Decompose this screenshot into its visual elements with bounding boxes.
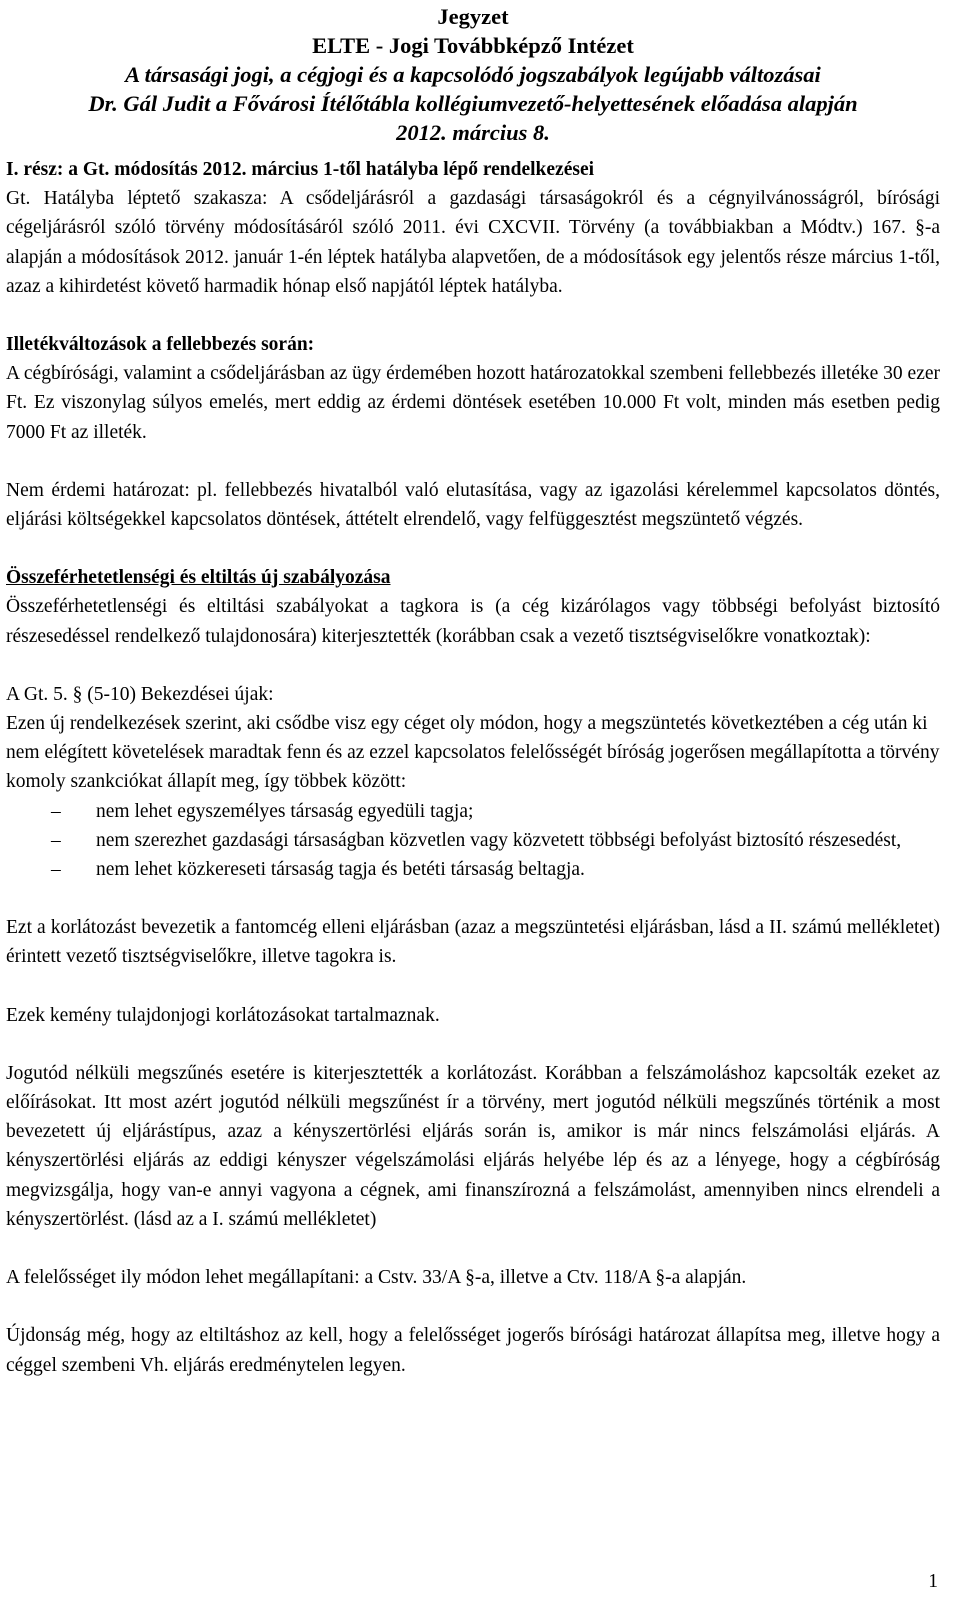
- dash-marker: –: [51, 859, 61, 881]
- paragraph-fantomceg: Ezt a korlátozást bevezetik a fantomcég elleni eljárásban (azaz a megszüntetési eljárásban, lásd a II. számú mellékletet) érintett vezető tisztségviselőkre, illetve tagokra is.: [6, 917, 940, 968]
- doc-date: 2012. március 8.: [396, 120, 550, 145]
- section1-body: Gt. Hatályba léptető szakasza: A csődeljárásról a gazdasági társaságokról és a cégnyilvánosságról, bírósági cégeljárásról szóló törvény módosításáról szóló 2011. évi CXCVII. Törvény (a továbbiakban a Módtv.) 167. §-a alapján a módosítások 2012. január 1-én léptek hatályba alapvetően, de a módosítások egy jelentős része március 1-től, azaz a kihirdetést követő harmadik hónap első napjától léptek hatályba.: [6, 188, 940, 297]
- dash-marker: –: [51, 800, 61, 822]
- doc-subtitle: A társasági jogi, a cégjogi és a kapcsolódó jogszabályok legújabb változásai: [125, 62, 821, 87]
- section2-nonmerit: Nem érdemi határozat: pl. fellebbezés hivatalból való elutasítása, vagy az igazolási kérelemmel kapcsolatos döntés, eljárási költségekkel kapcsolatos döntések, áttételt elrendelő, vagy felfüggesztést megszüntető végzés.: [6, 479, 940, 531]
- section3-heading: Összeférhetetlenségi és eltiltás új szabályozása: [6, 567, 391, 589]
- paragraph-jogutod: Jogutód nélküli megszűnés esetére is kiterjesztették a korlátozást. Korábban a felszámoláshoz kapcsolták ezeket az előírásokat. Itt most azért jogutód nélküli megszűnést ír a törvény, mert jogutód nélküli megszűnés történik a most bevezetett új eljárástípus, azaz a kényszertörlési eljárás során is, amikor is már nincs felszámolási eljárás. A kényszertörlési eljárás az eddigi kényszer végelszámolási eljárás helyébe lép és az a lényege, hogy a cégbíróság megvizsgálja, hogy van-e annyi vagyona a cégnek, ami finanszírozná a felszámolást, amennyiben nincs elrendeli a kényszertörlést. (lásd az a I. számú mellékletet): [6, 1062, 940, 1230]
- section2-heading: Illetékváltozások a fellebbezés során:: [6, 334, 315, 356]
- author-line: Dr. Gál Judit a Fővárosi Ítélőtábla kollégiumvezető-helyettesének előadása alapján: [88, 91, 858, 116]
- section3-intro: Ezen új rendelkezések szerint, aki csődbe visz egy céget oly módon, hogy a megszüntetés következtében a cég után ki nem elégített követelések maradtak fenn és az ezzel kapcsolatos felelősségét bíróság jogerősen megállapította a törvény komoly szankciókat állapít meg, így többek között:: [6, 713, 940, 793]
- paragraph-kemeny: Ezek kemény tulajdonjogi korlátozásokat tartalmaznak.: [6, 1004, 440, 1026]
- institute-name: ELTE - Jogi Továbbképző Intézet: [312, 33, 634, 58]
- section2-body: A cégbírósági, valamint a csődeljárásban az ügy érdemében hozott határozatokkal szembeni fellebbezés illetéke 30 ezer Ft. Ez viszonylag súlyos emelés, mert eddig az érdemi döntések esetében 10.000 Ft volt, minden más esetben pedig 7000 Ft az illeték.: [6, 363, 940, 443]
- dash-marker: –: [51, 829, 61, 851]
- section3-body: Összeférhetetlenségi és eltiltási szabályokat a tagkora is (a cég kizárólagos vagy többségi befolyást biztosító részesedéssel rendelkező tulajdonosára) kiterjesztették (korábban csak a vezető tisztségviselőkre vonatkoztak):: [6, 596, 940, 647]
- document-page: [6, 0, 940, 1380]
- list-item: – nem lehet közkereseti társaság tagja és betéti társaság beltagja.: [6, 855, 940, 884]
- document-header: [6, 2, 940, 147]
- doc-title: Jegyzet: [437, 4, 509, 29]
- list-item: – nem szerezhet gazdasági társaságban közvetlen vagy közvetett többségi befolyást biztosító részesedést,: [6, 826, 940, 855]
- sanction-list: [6, 797, 940, 885]
- gt-reference: A Gt. 5. § (5-10) Bekezdései újak:: [6, 683, 274, 705]
- paragraph-felelosseg: A felelősséget ily módon lehet megállapítani: a Cstv. 33/A §-a, illetve a Ctv. 118/A §-a alapján.: [6, 1267, 747, 1289]
- page-number: 1: [928, 1571, 938, 1592]
- section1-heading: I. rész: a Gt. módosítás 2012. március 1-től hatályba lépő rendelkezései: [6, 159, 595, 180]
- list-item: – nem lehet egyszemélyes társaság egyedüli tagja;: [6, 797, 940, 826]
- paragraph-ujdonsag: Újdonság még, hogy az eltiltáshoz az kell, hogy a felelősséget jogerős bírósági határozat állapítsa meg, illetve hogy a céggel szembeni Vh. eljárás eredménytelen legyen.: [6, 1325, 940, 1376]
